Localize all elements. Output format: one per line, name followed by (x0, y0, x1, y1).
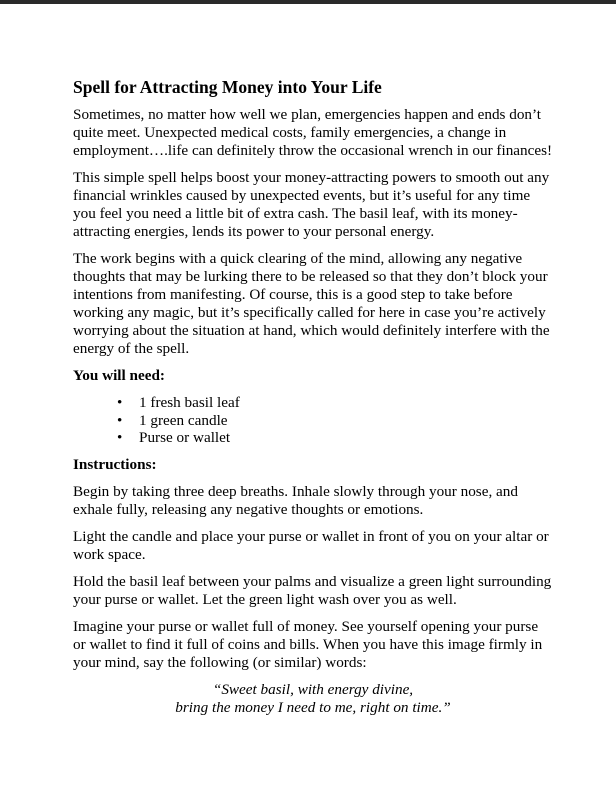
list-item (117, 394, 553, 412)
list-item-text: 1 green candle (139, 411, 228, 429)
top-border-rule (0, 0, 616, 4)
intro-paragraph-2: This simple spell helps boost your money-attracting powers to smooth out any financial wrinkles caused by unexpected events, but it’s useful for any time you feel you need a little bit of extra cash. The basil leaf, with its money-attracting energies, lends its power to your personal energy. (73, 169, 550, 240)
instruction-step-2: Light the candle and place your purse or wallet in front of you on your altar or work space. (73, 527, 549, 563)
list-item (117, 429, 553, 447)
document-body (73, 76, 553, 717)
quote-line-2: bring the money I need to me, right on time.” (175, 698, 451, 716)
list-item-text: Purse or wallet (139, 429, 231, 446)
instructions-heading: Instructions: (73, 455, 157, 473)
intro-paragraph-1: Sometimes, no matter how well we plan, emergencies happen and ends don’t quite meet. Unexpected medical costs, family emergencies, a change in employment….life can definitely throw the occasional wrench in our finances! (73, 106, 553, 159)
incantation-quote (73, 681, 553, 717)
instruction-step-1: Begin by taking three deep breaths. Inhale slowly through your nose, and exhale fully, releasing any negative thoughts or emotions. (73, 482, 518, 518)
quote-line-1: “Sweet basil, with energy divine, (212, 680, 414, 698)
bullet-icon: • (117, 429, 123, 446)
needs-heading: You will need: (73, 367, 165, 384)
instruction-step-4: Imagine your purse or wallet full of money. See yourself opening your purse or wallet to find it full of coins and bills. When you have this image firmly in your mind, say the following (or similar) words: (73, 617, 543, 671)
list-item-text: 1 fresh basil leaf (139, 394, 240, 411)
needs-list (73, 394, 553, 447)
intro-paragraph-3: The work begins with a quick clearing of the mind, allowing any negative thoughts that may be lurking there to be released so that they don’t block your intentions from manifesting. Of course, this is a good step to take before working any magic, but it’s specifically called for here in case you’re actively worrying about the situation at hand, which would definitely interfere with the energy of the spell. (73, 250, 550, 357)
instruction-step-3: Hold the basil leaf between your palms and visualize a green light surrounding your purse or wallet. Let the green light wash over you as well. (73, 572, 552, 608)
bullet-icon: • (117, 394, 123, 411)
bullet-icon: • (117, 411, 123, 429)
document-title: Spell for Attracting Money into Your Life (73, 77, 382, 97)
list-item (117, 412, 553, 430)
